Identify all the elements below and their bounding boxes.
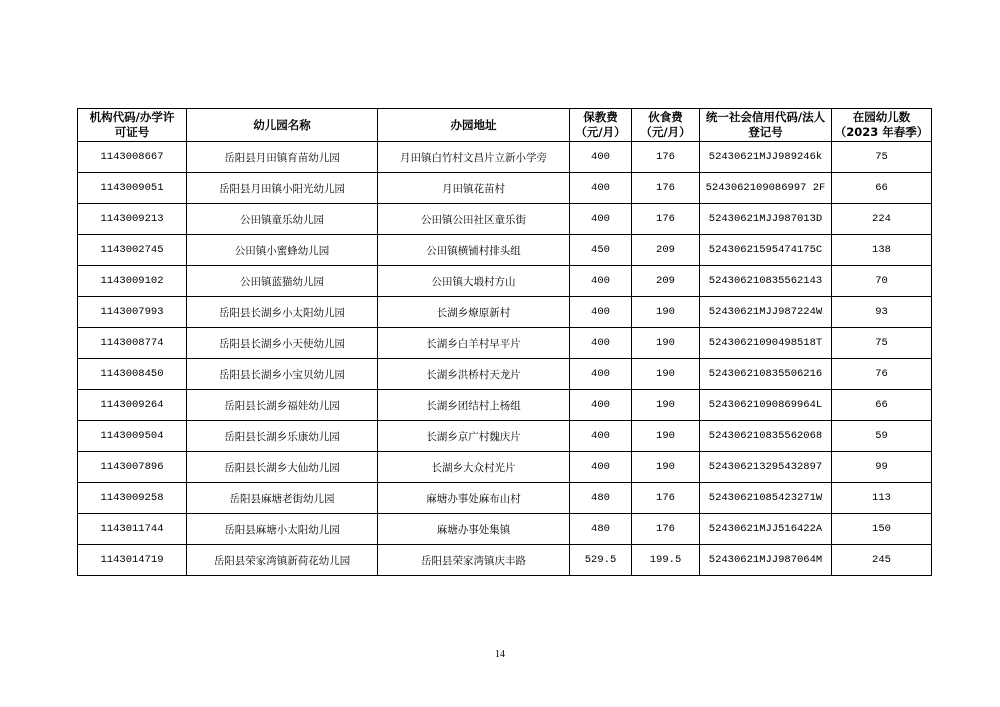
cell-tuition: 450 xyxy=(570,235,632,266)
cell-name: 岳阳县长湖乡福娃幼儿园 xyxy=(187,390,378,421)
cell-address: 长湖乡京广村魏庆片 xyxy=(378,421,570,452)
header-credit-code: 统一社会信用代码/法人 登记号 xyxy=(700,109,832,142)
cell-tuition: 400 xyxy=(570,452,632,483)
cell-kids: 70 xyxy=(832,266,932,297)
cell-kids: 99 xyxy=(832,452,932,483)
cell-credit: 52430621085423271W xyxy=(700,483,832,514)
table-row xyxy=(78,266,932,297)
cell-meal: 209 xyxy=(632,235,700,266)
cell-credit: 52430621MJJ989246k xyxy=(700,142,832,173)
cell-kids: 76 xyxy=(832,359,932,390)
cell-credit: 52430621MJJ987224W xyxy=(700,297,832,328)
table-header-row xyxy=(78,109,932,142)
cell-kids: 245 xyxy=(832,545,932,576)
table-row xyxy=(78,204,932,235)
cell-credit: 524306213295432897 xyxy=(700,452,832,483)
cell-kids: 224 xyxy=(832,204,932,235)
cell-tuition: 480 xyxy=(570,483,632,514)
table-row xyxy=(78,514,932,545)
header-institution-code: 机构代码/办学许 可证号 xyxy=(78,109,187,142)
table-row xyxy=(78,483,932,514)
cell-code: 1143008774 xyxy=(78,328,187,359)
cell-credit: 52430621595474175C xyxy=(700,235,832,266)
header-enrollment: 在园幼儿数 （2023 年春季） xyxy=(832,109,932,142)
cell-kids: 75 xyxy=(832,142,932,173)
cell-meal: 190 xyxy=(632,421,700,452)
cell-meal: 209 xyxy=(632,266,700,297)
cell-meal: 190 xyxy=(632,452,700,483)
cell-meal: 176 xyxy=(632,204,700,235)
cell-code: 1143014719 xyxy=(78,545,187,576)
table-row xyxy=(78,142,932,173)
table-row xyxy=(78,235,932,266)
cell-address: 长湖乡团结村上杨组 xyxy=(378,390,570,421)
cell-code: 1143008450 xyxy=(78,359,187,390)
cell-credit: 52430621MJJ987013D xyxy=(700,204,832,235)
cell-name: 公田镇小蜜蜂幼儿园 xyxy=(187,235,378,266)
table-row xyxy=(78,173,932,204)
cell-tuition: 400 xyxy=(570,297,632,328)
cell-name: 岳阳县长湖乡小宝贝幼儿园 xyxy=(187,359,378,390)
cell-kids: 150 xyxy=(832,514,932,545)
cell-code: 1143009102 xyxy=(78,266,187,297)
cell-name: 岳阳县荣家湾镇新荷花幼儿园 xyxy=(187,545,378,576)
cell-credit: 5243062109086997 2F xyxy=(700,173,832,204)
cell-name: 岳阳县麻塘小太阳幼儿园 xyxy=(187,514,378,545)
cell-code: 1143009258 xyxy=(78,483,187,514)
cell-code: 1143002745 xyxy=(78,235,187,266)
header-kindergarten-name: 幼儿园名称 xyxy=(187,109,378,142)
cell-name: 岳阳县长湖乡乐康幼儿园 xyxy=(187,421,378,452)
cell-tuition: 400 xyxy=(570,204,632,235)
cell-address: 麻塘办事处麻布山村 xyxy=(378,483,570,514)
header-tuition-fee: 保教费 （元/月） xyxy=(570,109,632,142)
cell-meal: 199.5 xyxy=(632,545,700,576)
cell-address: 麻塘办事处集镇 xyxy=(378,514,570,545)
cell-code: 1143009504 xyxy=(78,421,187,452)
cell-credit: 52430621MJJ516422A xyxy=(700,514,832,545)
cell-address: 长湖乡大众村光片 xyxy=(378,452,570,483)
cell-tuition: 400 xyxy=(570,266,632,297)
cell-address: 公田镇横铺村排头组 xyxy=(378,235,570,266)
cell-credit: 52430621090869964L xyxy=(700,390,832,421)
table-row xyxy=(78,390,932,421)
cell-code: 1143009213 xyxy=(78,204,187,235)
cell-tuition: 400 xyxy=(570,390,632,421)
cell-code: 1143009051 xyxy=(78,173,187,204)
cell-kids: 138 xyxy=(832,235,932,266)
cell-address: 长湖乡洪桥村天龙片 xyxy=(378,359,570,390)
cell-tuition: 400 xyxy=(570,173,632,204)
cell-meal: 190 xyxy=(632,297,700,328)
table-row xyxy=(78,421,932,452)
cell-kids: 66 xyxy=(832,390,932,421)
table-row xyxy=(78,359,932,390)
cell-credit: 524306210835562068 xyxy=(700,421,832,452)
cell-kids: 75 xyxy=(832,328,932,359)
table-row xyxy=(78,452,932,483)
cell-tuition: 400 xyxy=(570,142,632,173)
cell-kids: 113 xyxy=(832,483,932,514)
table-row xyxy=(78,545,932,576)
table-row xyxy=(78,328,932,359)
cell-code: 1143008667 xyxy=(78,142,187,173)
cell-name: 公田镇童乐幼儿园 xyxy=(187,204,378,235)
cell-address: 岳阳县荣家湾镇庆丰路 xyxy=(378,545,570,576)
cell-code: 1143009264 xyxy=(78,390,187,421)
cell-address: 月田镇白竹村文昌片立新小学旁 xyxy=(378,142,570,173)
cell-credit: 524306210835562143 xyxy=(700,266,832,297)
page-number: 14 xyxy=(495,649,505,660)
header-address: 办园地址 xyxy=(378,109,570,142)
cell-code: 1143007993 xyxy=(78,297,187,328)
cell-meal: 176 xyxy=(632,142,700,173)
cell-name: 岳阳县麻塘老街幼儿园 xyxy=(187,483,378,514)
cell-name: 公田镇蓝猫幼儿园 xyxy=(187,266,378,297)
cell-kids: 66 xyxy=(832,173,932,204)
cell-name: 岳阳县长湖乡大仙幼儿园 xyxy=(187,452,378,483)
cell-credit: 52430621MJJ987064M xyxy=(700,545,832,576)
cell-address: 公田镇大塅村方山 xyxy=(378,266,570,297)
kindergarten-table xyxy=(77,108,932,576)
cell-tuition: 400 xyxy=(570,359,632,390)
cell-code: 1143007896 xyxy=(78,452,187,483)
cell-meal: 176 xyxy=(632,514,700,545)
cell-tuition: 400 xyxy=(570,328,632,359)
cell-address: 月田镇花苗村 xyxy=(378,173,570,204)
cell-meal: 190 xyxy=(632,390,700,421)
cell-code: 1143011744 xyxy=(78,514,187,545)
cell-address: 长湖乡燎原新村 xyxy=(378,297,570,328)
cell-tuition: 480 xyxy=(570,514,632,545)
table-row xyxy=(78,297,932,328)
cell-meal: 190 xyxy=(632,328,700,359)
cell-meal: 190 xyxy=(632,359,700,390)
cell-name: 岳阳县月田镇育苗幼儿园 xyxy=(187,142,378,173)
cell-kids: 59 xyxy=(832,421,932,452)
cell-address: 长湖乡白羊村早平片 xyxy=(378,328,570,359)
cell-name: 岳阳县长湖乡小太阳幼儿园 xyxy=(187,297,378,328)
cell-name: 岳阳县长湖乡小天使幼儿园 xyxy=(187,328,378,359)
cell-tuition: 400 xyxy=(570,421,632,452)
header-meal-fee: 伙食费 （元/月） xyxy=(632,109,700,142)
cell-tuition: 529.5 xyxy=(570,545,632,576)
cell-meal: 176 xyxy=(632,173,700,204)
cell-name: 岳阳县月田镇小阳光幼儿园 xyxy=(187,173,378,204)
cell-kids: 93 xyxy=(832,297,932,328)
cell-meal: 176 xyxy=(632,483,700,514)
cell-address: 公田镇公田社区童乐街 xyxy=(378,204,570,235)
cell-credit: 524306210835506216 xyxy=(700,359,832,390)
cell-credit: 52430621090498518T xyxy=(700,328,832,359)
